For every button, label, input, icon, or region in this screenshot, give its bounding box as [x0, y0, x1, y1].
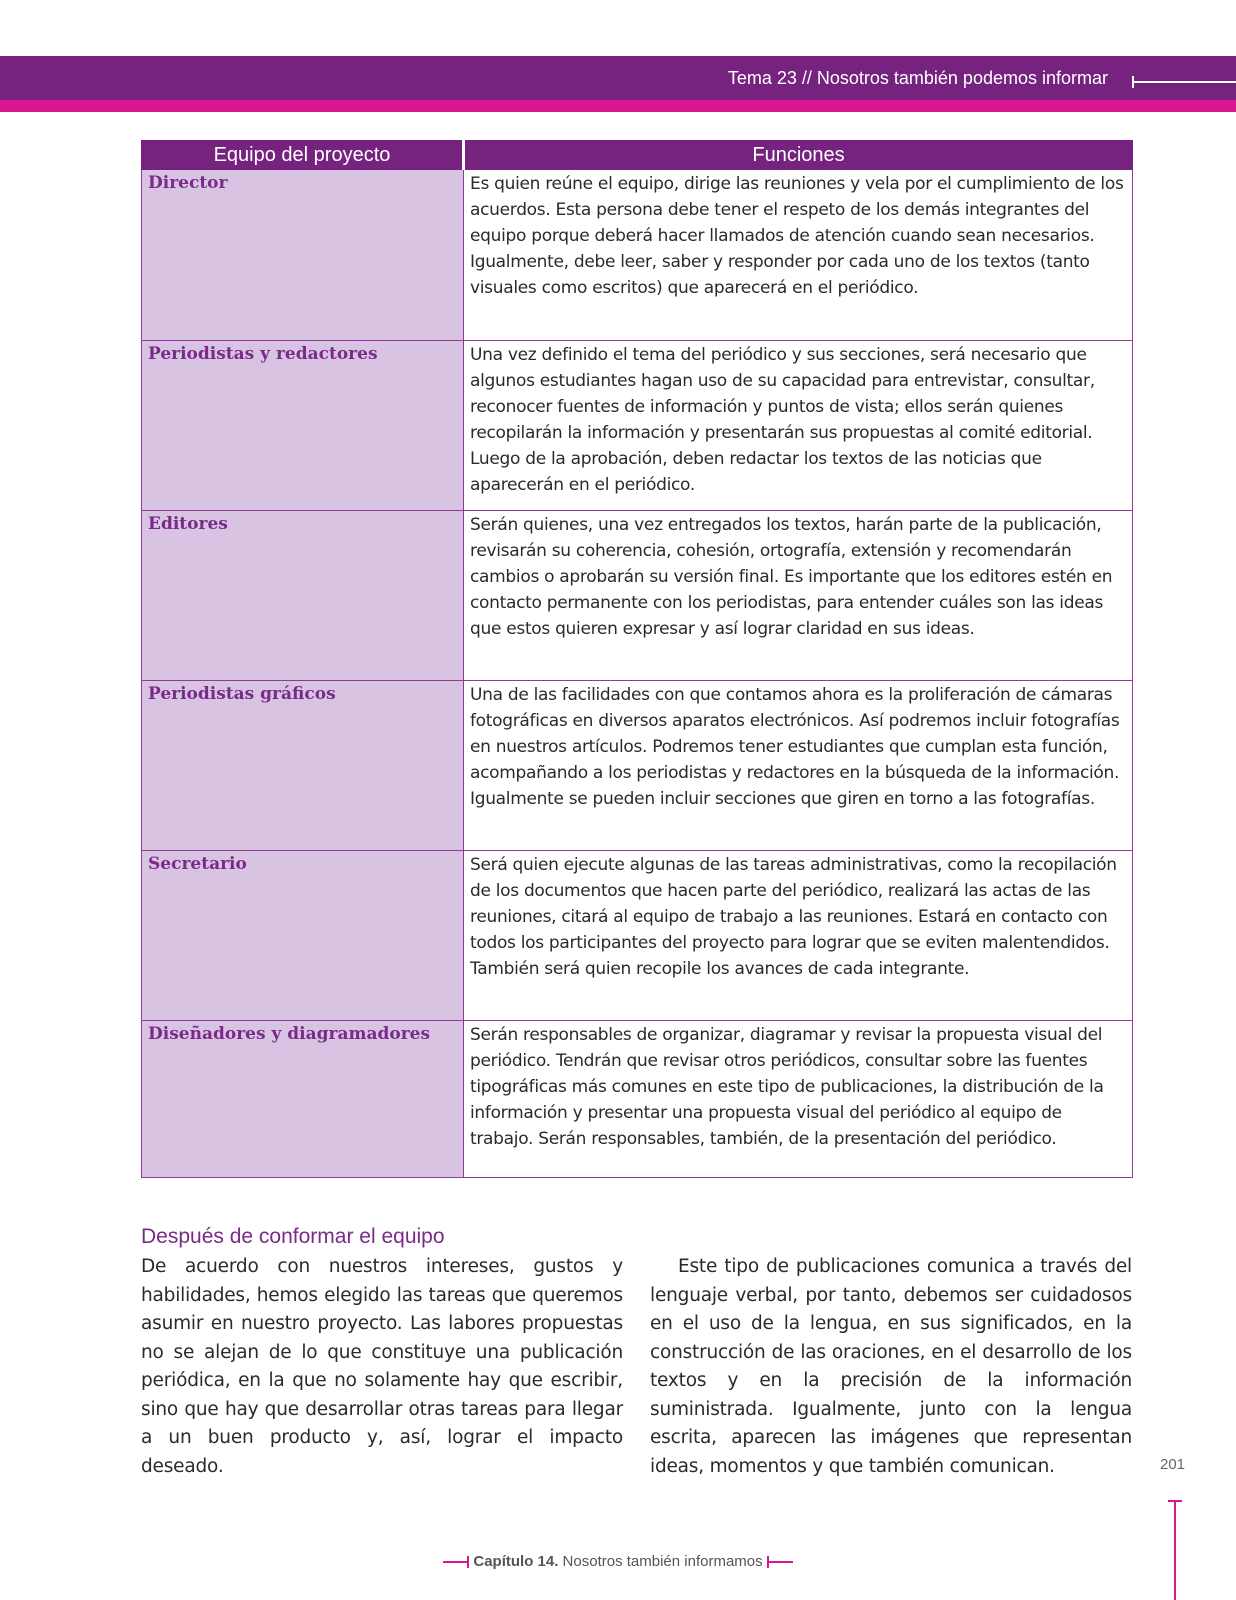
body-paragraph-right: Este tipo de publicaciones comunica a través del lenguaje verbal, por tanto, debemos ser cuidadosos en el uso de la lengua, en sus significados, en la construcción de las oraciones, en el desarrollo de los textos y en la precisión de la información suministrada. Igualmente, junto con la lengua escrita, aparecen las imágenes que representan ideas, momentos y que también comunican.: [650, 1256, 1132, 1477]
function-cell: Será quien ejecute algunas de las tareas administrativas, como la recopilación de los documentos que hacen parte del periódico, realizará las actas de las reuniones, citará al equipo de trabajo a las reuniones. Estará en contacto con todos los participantes del proyecto para lograr que se eviten malentendidos. También será quien recopile los avances de cada integrante.: [464, 851, 1133, 1021]
role-cell: Periodistas gráficos: [142, 681, 464, 851]
role-cell: Secretario: [142, 851, 464, 1021]
table-row: [142, 681, 1133, 851]
column-header-team: Equipo del proyecto: [142, 141, 464, 170]
table-row: [142, 341, 1133, 511]
table-row: [142, 1021, 1133, 1178]
margin-rule: [1174, 1500, 1176, 1600]
table-row: [142, 170, 1133, 341]
table-header-row: [142, 141, 1133, 170]
running-footer: [0, 1553, 1236, 1570]
table-row: [142, 851, 1133, 1021]
running-header-title: Tema 23 // Nosotros también podemos informar: [727, 68, 1108, 88]
header-accent-stripe: [0, 100, 1236, 112]
header-rule: [1132, 81, 1236, 83]
function-cell: Serán quienes, una vez entregados los textos, harán parte de la publicación, revisarán su coherencia, cohesión, ortografía, extensión y recomendarán cambios o aprobarán su versión final. Es importante que los editores estén en contacto permanente con los periodistas, para entender cuáles son las ideas que estos quieren expresar y así lograr claridad en sus ideas.: [464, 511, 1133, 681]
function-cell: Es quien reúne el equipo, dirige las reuniones y vela por el cumplimiento de los acuerdos. Esta persona debe tener el respeto de los demás integrantes del equipo porque deberá hacer llamados de atención cuando sean necesarios. Igualmente, debe leer, saber y responder por cada uno de los textos (tanto visuales como escritos) que aparecerá en el periódico.: [464, 170, 1133, 341]
section-subheading: Después de conformar el equipo: [141, 1225, 445, 1248]
function-cell: Una vez definido el tema del periódico y sus secciones, será necesario que algunos estudiantes hagan uso de su capacidad para entrevistar, consultar, reconocer fuentes de información y puntos de vista; ellos serán quienes recopilarán la información y presentarán sus propuestas al comité editorial. Luego de la aprobación, deben redactar los textos de las noticias que aparecerán en el periódico.: [464, 341, 1133, 511]
function-cell: Una de las facilidades con que contamos ahora es la proliferación de cámaras fotográficas en diversos aparatos electrónicos. Así podremos incluir fotografías en nuestros artículos. Podremos tener estudiantes que cumplan esta función, acompañando a los periodistas y redactores en la búsqueda de la información. Igualmente se pueden incluir secciones que giren en torno a las fotografías.: [464, 681, 1133, 851]
body-paragraph-left: De acuerdo con nuestros intereses, gustos y habilidades, hemos elegido las tareas que queremos asumir en nuestro proyecto. Las labores propuestas no se alejan de lo que constituye una publicación periódica, en la que no solamente hay que escribir, sino que hay que desarrollar otras tareas para llegar a un buen producto y, así, lograr el impacto deseado.: [141, 1256, 623, 1477]
project-team-table: [141, 140, 1133, 1178]
column-header-functions: Funciones: [464, 141, 1133, 170]
footer-chapter: Capítulo 14.: [473, 1553, 559, 1570]
footer-title: Nosotros también informamos: [562, 1553, 763, 1570]
role-cell: Periodistas y redactores: [142, 341, 464, 511]
footer-rule-right: [767, 1561, 793, 1563]
page-number: 201: [1160, 1456, 1186, 1473]
role-cell: Diseñadores y diagramadores: [142, 1021, 464, 1178]
role-cell: Director: [142, 170, 464, 341]
role-cell: Editores: [142, 511, 464, 681]
table-row: [142, 511, 1133, 681]
function-cell: Serán responsables de organizar, diagramar y revisar la propuesta visual del periódico. Tendrán que revisar otros periódicos, consultar sobre las fuentes tipográficas más comunes en este tipo de publicaciones, la distribución de la información y presentar una propuesta visual del periódico al equipo de trabajo. Serán responsables, también, de la presentación del periódico.: [464, 1021, 1133, 1178]
footer-rule-left: [443, 1561, 469, 1563]
